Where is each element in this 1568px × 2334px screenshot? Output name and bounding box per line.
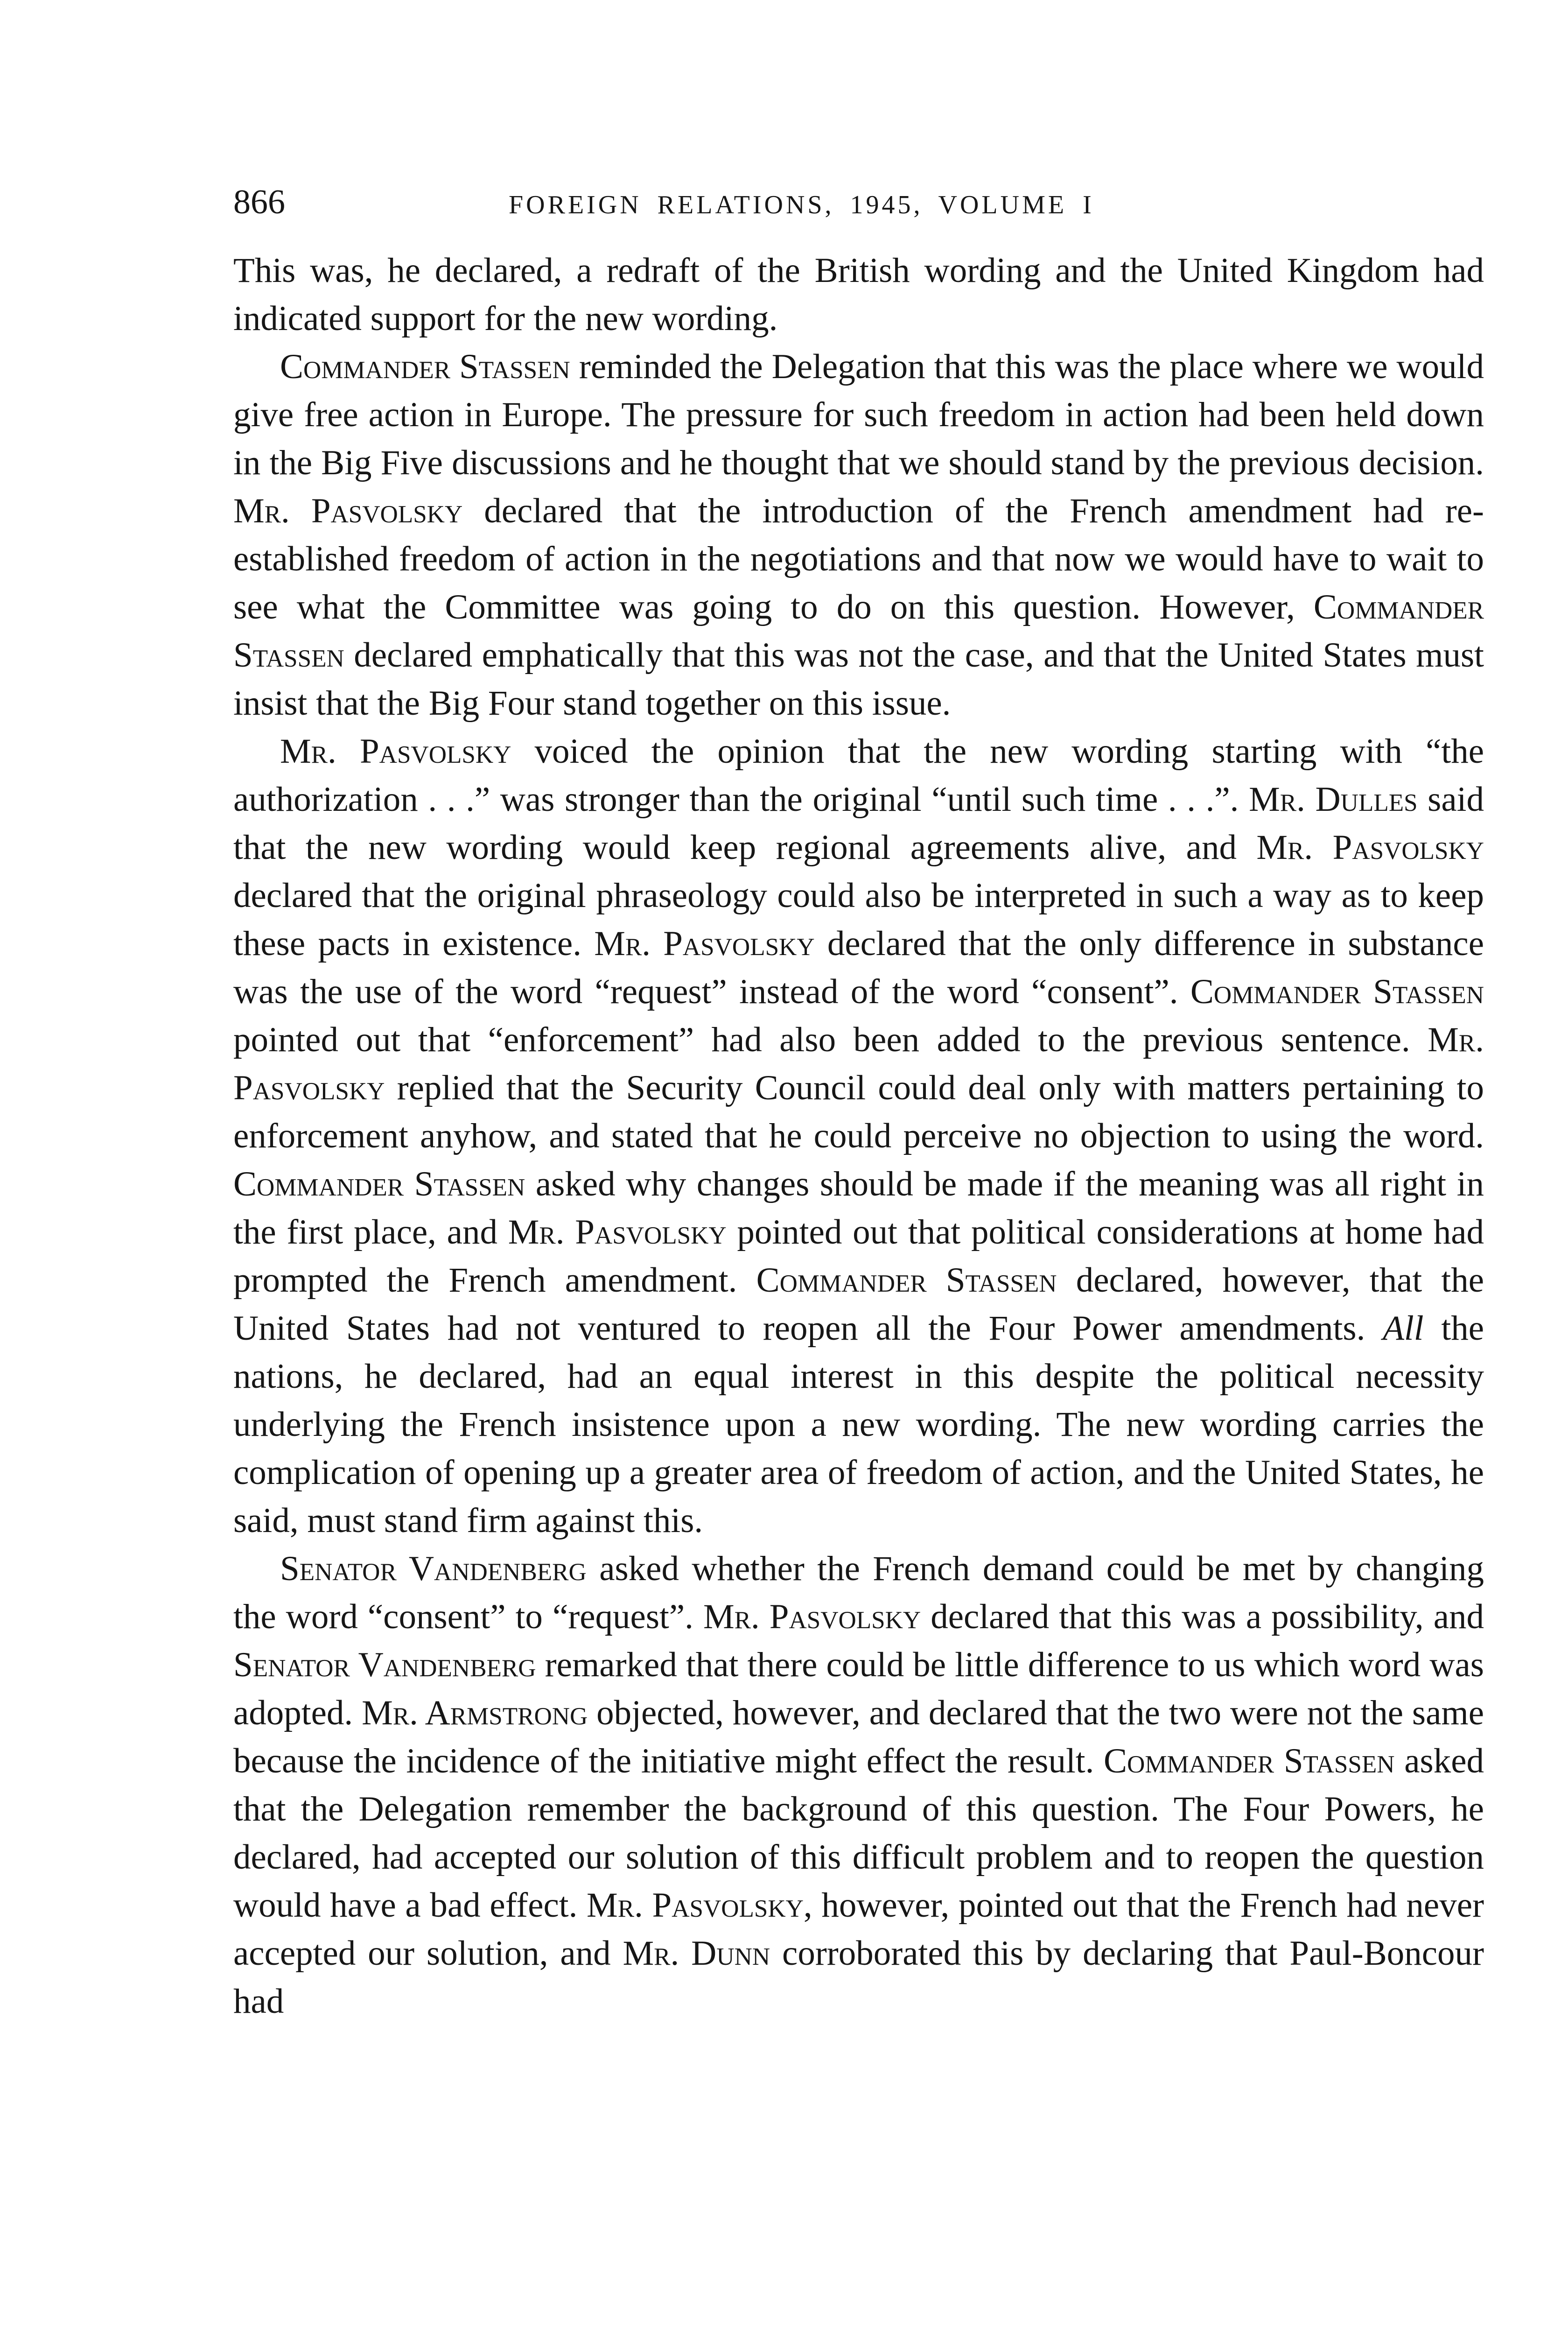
text-run: pointed out that political considerations at home had prompted the French amendment. [233,1213,1484,1300]
speaker-name: Commander Stassen [1104,1742,1395,1780]
text-run: pointed out that “enforcement” had also been added to the previous sentence. [233,1020,1428,1059]
text-run: asked that the Delegation remember the background of this question. The Four Powers, he declared, had accepted our solution of this difficult problem and to reopen the question would have a bad effect. [233,1742,1484,1925]
paragraph [233,246,1484,343]
text-run: declared, however, that the United States had not ventured to reopen all the Four Power amendments. [233,1261,1484,1348]
text-run: asked why changes should be made if the meaning was all right in the first place, and [233,1165,1484,1251]
text-run: the nations, he declared, had an equal interest in this despite the political necessity underlying the French insistence upon a new wording. The new wording carries the complication of opening up a greater area of freedom of action, and the United States, he said, must stand firm against this. [233,1309,1484,1540]
text-run: declared that the only difference in substance was the use of the word “request” instead of the word “consent”. [233,924,1484,1011]
text-run: declared emphatically that this was not the case, and that the United States must insist that the Big Four stand together on this issue. [233,636,1484,723]
text-run: remarked that there could be little difference to us which word was adopted. [233,1645,1484,1732]
speaker-name: Mr. Pasvolsky [233,492,463,530]
text-run: corroborated this by declaring that Paul-Boncour had [233,1934,1484,2021]
speaker-name: Mr. Pasvolsky [1256,828,1484,867]
speaker-name: Mr. Pasvolsky [587,1886,804,1925]
running-head: FOREIGN RELATIONS, 1945, VOLUME I [509,190,1094,219]
speaker-name: Mr. Dunn [623,1934,770,1973]
text-run: objected, however, and declared that the two were not the same because the incidence of the initiative might effect the result. [233,1694,1484,1780]
text-run: reminded the Delegation that this was the place where we would give free action in Europe. The pressure for such freedom in action had been held down in the Big Five discussions and he thought that we should stand by the previous decision. [233,347,1484,482]
speaker-name: Mr. Pasvolsky [233,1020,1484,1107]
text-run: said that the new wording would keep regional agreements alive, and [233,780,1484,867]
speaker-name: Mr. Pasvolsky [703,1597,921,1636]
text-run: replied that the Security Council could deal only with matters pertaining to enforcement anyhow, and stated that he could perceive no objection to using the word. [233,1069,1484,1155]
speaker-name: Mr. Pasvolsky [594,924,815,963]
speaker-name: Senator Vandenberg [233,1645,536,1684]
speaker-name: Mr. Pasvolsky [508,1213,727,1251]
text-run: declared that this was a possibility, and [921,1597,1484,1636]
paragraph [233,343,1484,727]
speaker-name: Commander Stassen [233,588,1484,675]
emphasis-text: All [1383,1309,1424,1348]
speaker-name: Commander Stassen [756,1261,1057,1300]
text-run: voiced the opinion that the new wording starting with “the authorization . . .” was stronger than the original “until such time . . .”. [233,732,1484,819]
text-run: declared that the original phraseology could also be interpreted in such a way as to keep these pacts in existence. [233,876,1484,963]
speaker-name: Commander Stassen [233,1165,525,1203]
speaker-name: Mr. Pasvolsky [280,732,511,771]
speaker-name: Senator Vandenberg [280,1549,587,1588]
page-number: 866 [233,183,285,221]
text-run: , however, pointed out that the French had never accepted our solution, and [233,1886,1484,1973]
body-text [233,246,1484,2025]
speaker-name: Commander Stassen [280,347,570,386]
speaker-name: Mr. Dulles [1249,780,1418,819]
text-run: This was, he declared, a redraft of the British wording and the United Kingdom had indicated support for the new wording. [233,251,1484,338]
text-run: declared that the introduction of the French amendment had re-established freedom of action in the negotiations and that now we would have to wait to see what the Committee was going to do on this question. However, [233,492,1484,626]
speaker-name: Mr. Armstrong [362,1694,588,1732]
text-run: asked whether the French demand could be met by changing the word “consent” to “request”. [233,1549,1484,1636]
paragraph [233,727,1484,1545]
paragraph [233,1545,1484,2025]
running-header [233,181,1484,223]
speaker-name: Commander Stassen [1190,972,1484,1011]
